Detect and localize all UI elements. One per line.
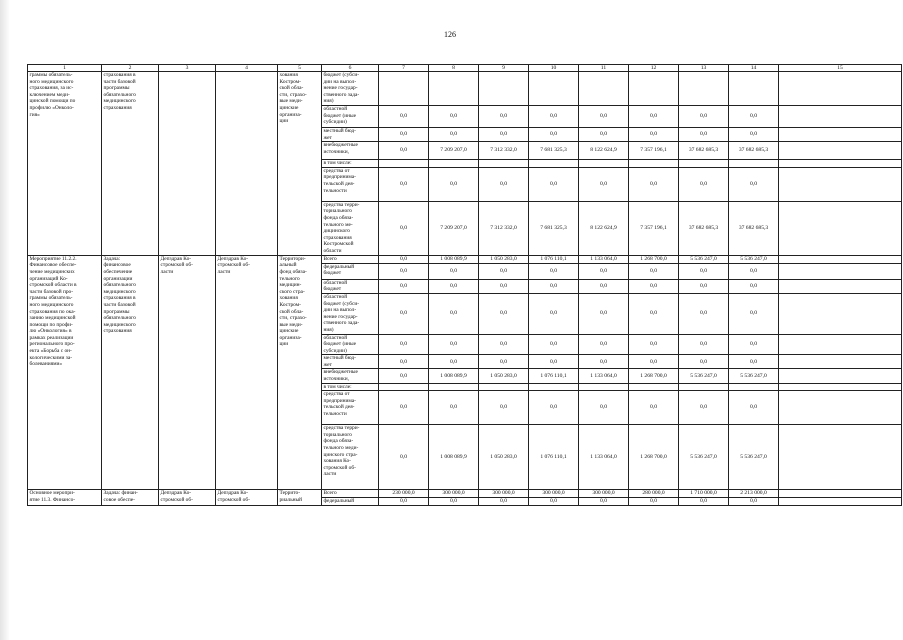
value-cell-col11 xyxy=(579,160,629,168)
value-cell-col13: 0,0 xyxy=(679,105,729,127)
column-number-1: 1 xyxy=(28,65,102,72)
value-cell-col12: 0,0 xyxy=(629,279,679,293)
funding-source-label: средства терри- ториального фонда обяза- тельного меди- цинского стра- хования Ко- стромской об- ласти xyxy=(322,425,379,490)
value-cell-col10: 0,0 xyxy=(529,127,579,141)
funding-source-label: местный бюд- жет xyxy=(322,355,379,369)
value-cell-col11: 8 122 624,9 xyxy=(579,201,629,255)
value-cell-col14: 0,0 xyxy=(729,279,779,293)
value-cell-col14 xyxy=(729,160,779,168)
funding-source-label: местный бюд- жет xyxy=(322,127,379,141)
value-cell-col10: 0,0 xyxy=(529,498,579,506)
column-number-2: 2 xyxy=(102,65,159,72)
value-cell-col8: 7 209 207,0 xyxy=(429,142,479,160)
value-cell-col12: 0,0 xyxy=(629,105,679,127)
column-number-13: 13 xyxy=(679,65,729,72)
funding-source-label: Всего xyxy=(322,490,379,498)
value-cell-col9: 1 050 283,0 xyxy=(479,369,529,383)
block2-col4-cell: Депздрав Ко- стромской об- ласти xyxy=(216,255,278,490)
page-number: 126 xyxy=(444,30,456,39)
value-cell-col13: 0,0 xyxy=(679,334,729,355)
value-cell-col11 xyxy=(579,72,629,106)
value-cell-col10: 300 000,0 xyxy=(529,490,579,498)
empty-cell-col15 xyxy=(779,263,902,279)
value-cell-col13: 5 536 247,0 xyxy=(679,425,729,490)
funding-source-label: средства от предпринима- тельской дея- тельности xyxy=(322,391,379,425)
value-cell-col8: 0,0 xyxy=(429,293,479,334)
block3-col2-cell: Задача: финан- совое обеспе- xyxy=(102,490,159,506)
value-cell-col8: 0,0 xyxy=(429,105,479,127)
value-cell-col10: 0,0 xyxy=(529,293,579,334)
value-cell-col12: 7 357 196,1 xyxy=(629,201,679,255)
block1-col2-cell: страхования в части базовой программы обязательного медицинского страхования xyxy=(102,72,159,256)
block1-col1-cell: граммы обязатель- ного медицинского страхования, за ис- ключением меди- цинской помощи по профилю «Онколо- гия» xyxy=(28,72,102,256)
value-cell-col10: 1 076 110,1 xyxy=(529,255,579,263)
value-cell-col12: 1 268 700,0 xyxy=(629,255,679,263)
value-cell-col13 xyxy=(679,383,729,391)
value-cell-col8: 300 000,0 xyxy=(429,490,479,498)
funding-source-label: областной бюджет (иные субсидии) xyxy=(322,334,379,355)
table-row xyxy=(28,490,902,498)
value-cell-col13: 1 710 000,0 xyxy=(679,490,729,498)
value-cell-col7 xyxy=(379,383,429,391)
value-cell-col7: 0,0 xyxy=(379,127,429,141)
value-cell-col9: 0,0 xyxy=(479,127,529,141)
value-cell-col14: 0,0 xyxy=(729,293,779,334)
value-cell-col7: 0,0 xyxy=(379,105,429,127)
block2-col5-cell: Территори- альный фонд обяза- тельного медицин- ского стра- хования Костром- ской обла- сти, страхо- вые меди- цинские организа- ции xyxy=(278,255,322,490)
value-cell-col11: 0,0 xyxy=(579,498,629,506)
column-number-4: 4 xyxy=(216,65,278,72)
value-cell-col13: 0,0 xyxy=(679,263,729,279)
value-cell-col7: 0,0 xyxy=(379,279,429,293)
value-cell-col7: 0,0 xyxy=(379,255,429,263)
value-cell-col12: 0,0 xyxy=(629,263,679,279)
value-cell-col14: 0,0 xyxy=(729,263,779,279)
value-cell-col13: 0,0 xyxy=(679,391,729,425)
value-cell-col12: 0,0 xyxy=(629,167,679,201)
budget-table xyxy=(27,64,902,506)
value-cell-col8: 0,0 xyxy=(429,127,479,141)
empty-cell-col15 xyxy=(779,279,902,293)
value-cell-col10: 0,0 xyxy=(529,334,579,355)
value-cell-col11 xyxy=(579,383,629,391)
value-cell-col14: 5 536 247,0 xyxy=(729,425,779,490)
empty-cell-col15 xyxy=(779,391,902,425)
block3-col5-cell: Террито- риальный xyxy=(278,490,322,506)
value-cell-col9: 0,0 xyxy=(479,167,529,201)
value-cell-col7: 0,0 xyxy=(379,293,429,334)
funding-source-label: средства от предпринима- тельской дея- тельности xyxy=(322,167,379,201)
block1-col4-cell xyxy=(216,72,278,256)
value-cell-col14 xyxy=(729,383,779,391)
value-cell-col11: 300 000,0 xyxy=(579,490,629,498)
funding-source-label: федеральный xyxy=(322,498,379,506)
value-cell-col11: 1 133 064,0 xyxy=(579,255,629,263)
value-cell-col11: 0,0 xyxy=(579,127,629,141)
value-cell-col13 xyxy=(679,72,729,106)
value-cell-col10 xyxy=(529,72,579,106)
value-cell-col12: 0,0 xyxy=(629,293,679,334)
value-cell-col10: 1 076 110,1 xyxy=(529,425,579,490)
value-cell-col8: 0,0 xyxy=(429,167,479,201)
value-cell-col9: 300 000,0 xyxy=(479,490,529,498)
value-cell-col9: 1 050 283,0 xyxy=(479,425,529,490)
value-cell-col7: 0,0 xyxy=(379,167,429,201)
empty-cell-col15 xyxy=(779,369,902,383)
empty-cell-col15 xyxy=(779,72,902,106)
value-cell-col10: 7 681 325,3 xyxy=(529,142,579,160)
value-cell-col10: 0,0 xyxy=(529,105,579,127)
value-cell-col8: 1 008 089,9 xyxy=(429,369,479,383)
value-cell-col8: 1 008 089,9 xyxy=(429,425,479,490)
value-cell-col8 xyxy=(429,72,479,106)
value-cell-col8: 1 008 089,9 xyxy=(429,255,479,263)
funding-source-label: областной бюджет xyxy=(322,279,379,293)
value-cell-col9: 0,0 xyxy=(479,391,529,425)
empty-cell-col15 xyxy=(779,425,902,490)
value-cell-col9: 7 312 332,0 xyxy=(479,142,529,160)
value-cell-col8 xyxy=(429,383,479,391)
value-cell-col8: 0,0 xyxy=(429,498,479,506)
value-cell-col14: 2 213 000,0 xyxy=(729,490,779,498)
value-cell-col9 xyxy=(479,383,529,391)
value-cell-col14: 5 536 247,0 xyxy=(729,369,779,383)
value-cell-col9: 7 312 332,0 xyxy=(479,201,529,255)
column-number-9: 9 xyxy=(479,65,529,72)
block2-col1-cell: Мероприятие 11.2.2. Финансовое обеспе- чение медицинских организаций Ко- стромской области в части базовой про- граммы обязатель- ного медицинского страхования по ока- занию медицинской помощи по профи- лю «Онкология» в рамках реализации регионального про- екта «Борьба с он- кологическими за- болеваниями» xyxy=(28,255,102,490)
empty-cell-col15 xyxy=(779,160,902,168)
value-cell-col7: 0,0 xyxy=(379,391,429,425)
value-cell-col13: 5 536 247,0 xyxy=(679,369,729,383)
value-cell-col7: 230 000,0 xyxy=(379,490,429,498)
value-cell-col8: 0,0 xyxy=(429,391,479,425)
funding-source-label: внебюджетные источники, xyxy=(322,142,379,160)
value-cell-col13: 37 682 685,3 xyxy=(679,142,729,160)
value-cell-col14: 0,0 xyxy=(729,498,779,506)
value-cell-col9: 0,0 xyxy=(479,263,529,279)
value-cell-col7 xyxy=(379,160,429,168)
value-cell-col14: 0,0 xyxy=(729,391,779,425)
value-cell-col7: 0,0 xyxy=(379,369,429,383)
value-cell-col10: 0,0 xyxy=(529,167,579,201)
value-cell-col14: 0,0 xyxy=(729,355,779,369)
column-number-6: 6 xyxy=(322,65,379,72)
column-number-8: 8 xyxy=(429,65,479,72)
column-number-15: 15 xyxy=(779,65,902,72)
value-cell-col12: 1 268 700,0 xyxy=(629,425,679,490)
empty-cell-col15 xyxy=(779,355,902,369)
value-cell-col9: 0,0 xyxy=(479,355,529,369)
empty-cell-col15 xyxy=(779,498,902,506)
block2-col3-cell: Депздрав Ко- стромской об- ласти xyxy=(159,255,216,490)
block1-col5-cell: хования Костром- ской обла- сти, страхо- вые меди- цинские организа- ции xyxy=(278,72,322,256)
value-cell-col7: 0,0 xyxy=(379,334,429,355)
funding-source-label: в том числе: xyxy=(322,160,379,168)
value-cell-col11: 1 133 064,0 xyxy=(579,425,629,490)
value-cell-col12: 0,0 xyxy=(629,127,679,141)
empty-cell-col15 xyxy=(779,167,902,201)
value-cell-col9: 0,0 xyxy=(479,293,529,334)
funding-source-label: федеральный бюджет xyxy=(322,263,379,279)
empty-cell-col15 xyxy=(779,142,902,160)
block3-col4-cell: Депздрав Ко- стромской об- xyxy=(216,490,278,506)
block3-col1-cell: Основное меропри- ятие 11.3. Финансо- xyxy=(28,490,102,506)
column-number-12: 12 xyxy=(629,65,679,72)
value-cell-col8: 0,0 xyxy=(429,334,479,355)
value-cell-col8: 0,0 xyxy=(429,263,479,279)
empty-cell-col15 xyxy=(779,201,902,255)
value-cell-col14: 5 536 247,0 xyxy=(729,255,779,263)
value-cell-col9 xyxy=(479,72,529,106)
value-cell-col14: 0,0 xyxy=(729,127,779,141)
value-cell-col7: 0,0 xyxy=(379,201,429,255)
value-cell-col13: 0,0 xyxy=(679,293,729,334)
column-number-14: 14 xyxy=(729,65,779,72)
value-cell-col9: 0,0 xyxy=(479,498,529,506)
value-cell-col12 xyxy=(629,383,679,391)
funding-source-label: средства терри- ториального фонда обяза- тельного ме- дицинского страхования Костромской области xyxy=(322,201,379,255)
value-cell-col13 xyxy=(679,160,729,168)
funding-source-label: Всего xyxy=(322,255,379,263)
value-cell-col14: 0,0 xyxy=(729,334,779,355)
value-cell-col10: 0,0 xyxy=(529,355,579,369)
scan-shadow-edge xyxy=(0,0,10,640)
value-cell-col11: 0,0 xyxy=(579,355,629,369)
value-cell-col11: 0,0 xyxy=(579,391,629,425)
value-cell-col9 xyxy=(479,160,529,168)
value-cell-col11: 0,0 xyxy=(579,279,629,293)
value-cell-col14: 37 682 685,3 xyxy=(729,201,779,255)
value-cell-col14: 0,0 xyxy=(729,167,779,201)
value-cell-col10: 7 681 325,3 xyxy=(529,201,579,255)
value-cell-col12: 0,0 xyxy=(629,498,679,506)
empty-cell-col15 xyxy=(779,127,902,141)
value-cell-col7: 0,0 xyxy=(379,142,429,160)
value-cell-col10: 0,0 xyxy=(529,391,579,425)
empty-cell-col15 xyxy=(779,293,902,334)
value-cell-col8 xyxy=(429,160,479,168)
value-cell-col11: 0,0 xyxy=(579,167,629,201)
value-cell-col12: 0,0 xyxy=(629,391,679,425)
value-cell-col13: 0,0 xyxy=(679,498,729,506)
funding-source-label: внебюджетные источники, xyxy=(322,369,379,383)
empty-cell-col15 xyxy=(779,255,902,263)
value-cell-col10 xyxy=(529,383,579,391)
value-cell-col11: 1 133 064,0 xyxy=(579,369,629,383)
value-cell-col14: 37 682 685,3 xyxy=(729,142,779,160)
value-cell-col7: 0,0 xyxy=(379,355,429,369)
value-cell-col11: 0,0 xyxy=(579,105,629,127)
value-cell-col12: 0,0 xyxy=(629,355,679,369)
value-cell-col7 xyxy=(379,72,429,106)
value-cell-col8: 7 209 207,0 xyxy=(429,201,479,255)
value-cell-col7: 0,0 xyxy=(379,498,429,506)
value-cell-col10: 0,0 xyxy=(529,263,579,279)
value-cell-col13: 0,0 xyxy=(679,167,729,201)
value-cell-col12: 280 000,0 xyxy=(629,490,679,498)
column-number-5: 5 xyxy=(278,65,322,72)
block2-col2-cell: Задача: финансовое обеспечение организации обязательного медицинского страхования в части базовой программы обязательного медицинского страхования xyxy=(102,255,159,490)
empty-cell-col15 xyxy=(779,383,902,391)
funding-source-label: бюджет (субси- дии на выпол- нение государ- ственного зада- ния) xyxy=(322,72,379,106)
funding-source-label: в том числе: xyxy=(322,383,379,391)
value-cell-col12: 1 268 700,0 xyxy=(629,369,679,383)
value-cell-col13: 0,0 xyxy=(679,355,729,369)
funding-source-label: областной бюджет (иные субсидии) xyxy=(322,105,379,127)
column-number-row xyxy=(28,65,902,72)
column-number-10: 10 xyxy=(529,65,579,72)
value-cell-col10 xyxy=(529,160,579,168)
value-cell-col10: 1 076 110,1 xyxy=(529,369,579,383)
value-cell-col10: 0,0 xyxy=(529,279,579,293)
value-cell-col14 xyxy=(729,72,779,106)
value-cell-col12: 7 357 196,1 xyxy=(629,142,679,160)
value-cell-col14: 0,0 xyxy=(729,105,779,127)
value-cell-col7: 0,0 xyxy=(379,425,429,490)
table-row xyxy=(28,72,902,106)
empty-cell-col15 xyxy=(779,490,902,498)
value-cell-col9: 1 050 283,0 xyxy=(479,255,529,263)
value-cell-col11: 0,0 xyxy=(579,263,629,279)
value-cell-col8: 0,0 xyxy=(429,355,479,369)
column-number-3: 3 xyxy=(159,65,216,72)
funding-source-label: областной бюджет (субси- дии на выпол- нение государ- ственного зада- ния) xyxy=(322,293,379,334)
value-cell-col8: 0,0 xyxy=(429,279,479,293)
empty-cell-col15 xyxy=(779,105,902,127)
value-cell-col9: 0,0 xyxy=(479,279,529,293)
value-cell-col11: 0,0 xyxy=(579,334,629,355)
block3-col3-cell: Депздрав Ко- стромской об- xyxy=(159,490,216,506)
value-cell-col11: 0,0 xyxy=(579,293,629,334)
value-cell-col9: 0,0 xyxy=(479,105,529,127)
empty-cell-col15 xyxy=(779,334,902,355)
value-cell-col13: 0,0 xyxy=(679,279,729,293)
value-cell-col12: 0,0 xyxy=(629,334,679,355)
column-number-7: 7 xyxy=(379,65,429,72)
value-cell-col13: 5 536 247,0 xyxy=(679,255,729,263)
block1-col3-cell xyxy=(159,72,216,256)
value-cell-col12 xyxy=(629,160,679,168)
table-row xyxy=(28,255,902,263)
value-cell-col7: 0,0 xyxy=(379,263,429,279)
value-cell-col11: 8 122 624,9 xyxy=(579,142,629,160)
value-cell-col9: 0,0 xyxy=(479,334,529,355)
value-cell-col13: 0,0 xyxy=(679,127,729,141)
value-cell-col13: 37 682 685,3 xyxy=(679,201,729,255)
value-cell-col12 xyxy=(629,72,679,106)
column-number-11: 11 xyxy=(579,65,629,72)
